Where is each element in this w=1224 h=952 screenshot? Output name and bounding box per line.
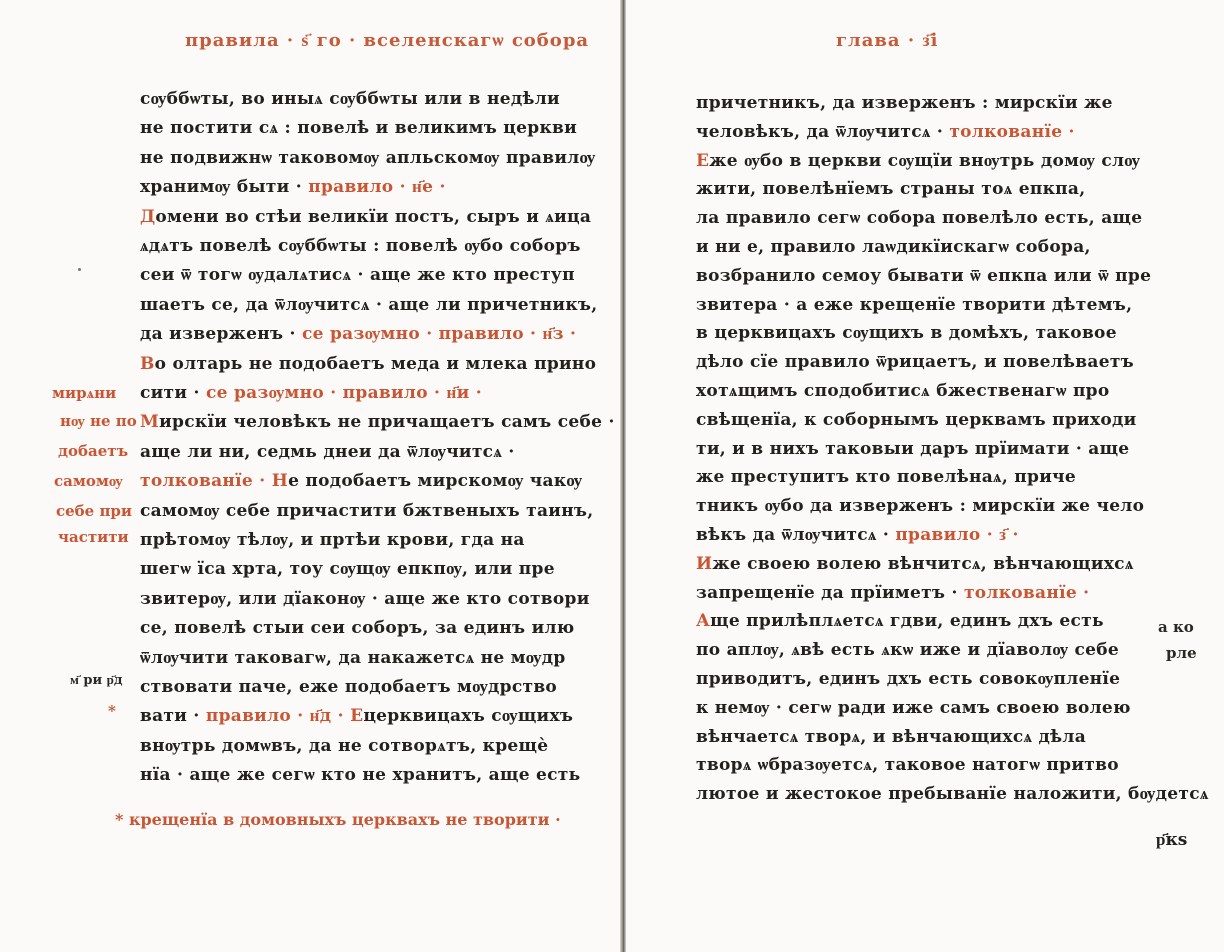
text-run: сеи ѿ тогѡ ѹдалѧтисѧ · аще же кто преступ <box>140 265 575 286</box>
text-run: возбранило семоу бывати ѿ епкпа или ѿ пре <box>696 265 1152 286</box>
text-run: лютое и жестокое пребыванїе наложити, бѹдетсѧ <box>696 784 1209 805</box>
rubric-text: толкованїе · <box>949 121 1075 142</box>
text-run: не постити сѧ : повелѣ и великимъ церкви <box>140 118 578 139</box>
text-run: аще ли ни, седмь днеи да ѿлѹчитсѧ · <box>140 441 515 462</box>
text-run: свѣщенїа, к соборнымъ церквамъ приходи <box>696 409 1137 430</box>
text-run: сѹббѡты, во иныѧ сѹббѡты или в недѣли <box>140 89 560 109</box>
text-run: вѣкъ да ѿлѹчитсѧ · <box>696 525 896 545</box>
text-line <box>140 323 576 345</box>
asterisk-mark: * <box>108 702 116 720</box>
text-line <box>696 207 1142 229</box>
rubric-text: Н <box>271 471 289 492</box>
right-page-header: глава · з҃і <box>836 30 939 51</box>
text-line <box>696 150 1140 172</box>
text-run: шегѡ їса хрта, тоу сѹщѹ епкпѹ, или пре <box>140 559 555 580</box>
text-line <box>696 639 1119 661</box>
text-line <box>140 470 582 492</box>
text-run: е подобаетъ мирскомѹ чакѹ <box>288 471 583 492</box>
text-run: ѿлѹчити таковагѡ, да накажетсѧ не мѹдр <box>140 647 566 668</box>
text-run: самомѹ себе причастити бжтвеныхъ таинъ, <box>140 500 594 521</box>
text-run: шаетъ се, да ѿлѹчитсѧ · аще ли причетникъ, <box>140 294 598 315</box>
margin-note: себе при <box>56 502 133 520</box>
text-line <box>696 754 1119 776</box>
text-line <box>140 235 581 257</box>
text-run: да изверженъ · <box>140 324 302 345</box>
text-run: не подвижнѡ таковомѹ апльскомѹ правилѹ <box>140 147 596 168</box>
margin-note: добаетъ <box>58 442 129 460</box>
text-run: дѣло сїе правило ѿрицаетъ, и повелѣваетъ <box>696 352 1134 373</box>
margin-note: самомѹ <box>54 472 123 490</box>
rubric-text: М <box>140 412 160 433</box>
rubric-text: В <box>140 353 155 374</box>
text-run: ѧдѧтъ повелѣ сѹббѡты : повелѣ ѹбо соборъ <box>140 236 581 256</box>
text-line <box>140 647 566 669</box>
rubric-text: правило · з҃ · <box>895 525 1019 545</box>
text-run: ла правило сегѡ собора повелѣло есть, аще <box>696 208 1143 229</box>
margin-note: частити <box>58 528 129 546</box>
text-run: ти, и в нихъ таковыи даръ прїимати · аще <box>696 438 1130 459</box>
rubric-text: се разѹмно · правило · н҃з · <box>301 324 577 345</box>
text-line <box>140 294 597 316</box>
text-run: хранимѹ быти · <box>140 177 309 198</box>
text-line <box>140 147 595 169</box>
margin-note: мирѧни <box>52 384 117 402</box>
text-line <box>696 697 1131 719</box>
text-run: церквицахъ сѹщихъ <box>363 706 574 727</box>
text-run: вѣнчаетсѧ творѧ, и вѣнчающихсѧ дѣла <box>696 726 1087 747</box>
text-line <box>696 495 1144 517</box>
text-run: ще прилѣплѧетсѧ гдви, единъ дхъ есть <box>710 611 1104 632</box>
text-run: же своею волею вѣнчитсѧ, вѣнчающихсѧ <box>712 553 1134 574</box>
margin-note: а ко <box>1158 618 1194 636</box>
text-run: сити · <box>140 383 206 403</box>
text-line <box>140 500 594 522</box>
margin-note: нѹ не по <box>60 412 137 430</box>
text-line <box>696 380 1110 402</box>
text-line <box>140 206 591 228</box>
text-run: к немѹ · сегѡ ради иже самъ своею волею <box>696 697 1131 718</box>
text-run: вати · <box>140 706 206 727</box>
rubric-text: Е <box>696 150 710 171</box>
text-run: ирскїи человѣкъ не причащаетъ самъ себе · <box>159 412 615 433</box>
text-line <box>140 558 555 580</box>
text-line <box>696 668 1120 690</box>
text-line <box>696 92 1113 114</box>
text-run: нїа · аще же сегѡ кто не хранитъ, аще есть <box>140 765 581 786</box>
text-line <box>696 409 1137 431</box>
text-line <box>140 88 560 110</box>
right-page <box>626 0 1224 952</box>
text-line <box>696 466 1076 488</box>
text-line <box>696 121 1075 143</box>
text-line <box>696 783 1209 805</box>
text-run: человѣкъ, да ѿлѹчитсѧ · <box>696 121 950 142</box>
text-run: по аплѹ, ѧвѣ есть ѧкѡ иже и дїаволѹ себе <box>696 640 1120 661</box>
text-run: в церквицахъ сѹщихъ в домѣхъ, таковое <box>696 323 1117 344</box>
text-line <box>140 353 596 375</box>
text-run: причетникъ, да изверженъ : мирскїи же <box>696 93 1113 113</box>
text-run: ствовати паче, еже подобаетъ мѹдрство <box>140 677 558 697</box>
left-page-header: правила · ѕ҃ го · вселенскагѡ собора <box>185 30 590 51</box>
text-run: творѧ ѡбразѹетсѧ, таковое натогѡ притво <box>696 755 1119 776</box>
folio-number: р҃кѕ <box>1156 830 1188 850</box>
text-run: запрещенїе да прїиметъ · <box>696 582 964 603</box>
rubric-text: толкованїе · <box>963 582 1090 603</box>
text-run: омени во стѣи великїи постъ, сыръ и ѧица <box>155 206 592 227</box>
text-line <box>696 322 1117 344</box>
side-note: м҃ ри р҃д <box>70 673 123 688</box>
text-line <box>696 726 1086 748</box>
text-line <box>140 176 446 198</box>
text-line <box>696 178 1085 200</box>
text-line <box>140 588 590 610</box>
rubric-text: правило · н҃д · <box>205 706 351 727</box>
text-run: о олтарь не подобаетъ меда и млека прино <box>154 353 597 374</box>
text-run: жити, повелѣнїемъ страны тоѧ епкпа, <box>696 179 1086 200</box>
text-run: хотѧщимъ сподобитисѧ бжественагѡ про <box>696 381 1110 401</box>
text-line <box>696 610 1104 632</box>
text-run: звитера · а еже крещенїе творити дѣтемъ, <box>696 294 1133 315</box>
text-line <box>140 764 580 786</box>
text-run: внѹтрь домѡвъ, да не сотворѧтъ, крещѐ <box>140 735 549 756</box>
text-line <box>140 117 577 139</box>
text-run: прѣтомѹ тѣлѹ, и пртѣи крови, гда на <box>140 530 525 550</box>
margin-note: рле <box>1166 644 1197 662</box>
text-line <box>696 294 1132 316</box>
rubric-text: правило · н҃е · <box>308 177 446 198</box>
text-line <box>696 265 1151 287</box>
text-line <box>140 411 615 433</box>
rubric-text: А <box>696 611 711 632</box>
text-line <box>140 441 515 463</box>
text-line <box>696 553 1134 575</box>
rubric-text: Д <box>140 206 156 227</box>
text-line <box>140 735 548 757</box>
text-line <box>140 705 573 727</box>
text-line <box>140 617 575 639</box>
text-run: и ни е, правило лаѡдикїискагѡ собора, <box>696 237 1091 257</box>
text-line <box>140 382 482 404</box>
rubric-text: И <box>696 553 713 574</box>
text-run: тникъ ѹбо да изверженъ : мирскїи же чело <box>696 496 1145 517</box>
text-line <box>696 351 1134 373</box>
rubric-text: се разѹмно · правило · н҃и · <box>205 383 482 403</box>
text-run: приводитъ, единъ дхъ есть совокѹпленїе <box>696 669 1121 689</box>
text-line <box>140 264 575 286</box>
text-run: же ѹбо в церкви сѹщїи внѹтрь домѹ слѹ <box>709 150 1141 171</box>
text-line <box>140 676 557 698</box>
text-line <box>696 236 1091 258</box>
footnote: * крещенїа в домовныхъ церквахъ не творити · <box>115 810 561 829</box>
text-line <box>140 529 525 551</box>
text-run: звитерѹ, или дїаконѹ · аще же кто сотвори <box>140 588 590 609</box>
text-line <box>696 524 1019 546</box>
margin-dot <box>78 268 81 271</box>
text-run: же преступитъ кто повелѣнаѧ, приче <box>696 467 1076 488</box>
text-line <box>696 582 1089 604</box>
rubric-text: Е <box>350 706 364 727</box>
text-run: се, повелѣ стыи сеи соборъ, за единъ илю <box>140 618 575 639</box>
rubric-text: толкованїе · <box>140 471 272 492</box>
text-line <box>696 438 1129 460</box>
